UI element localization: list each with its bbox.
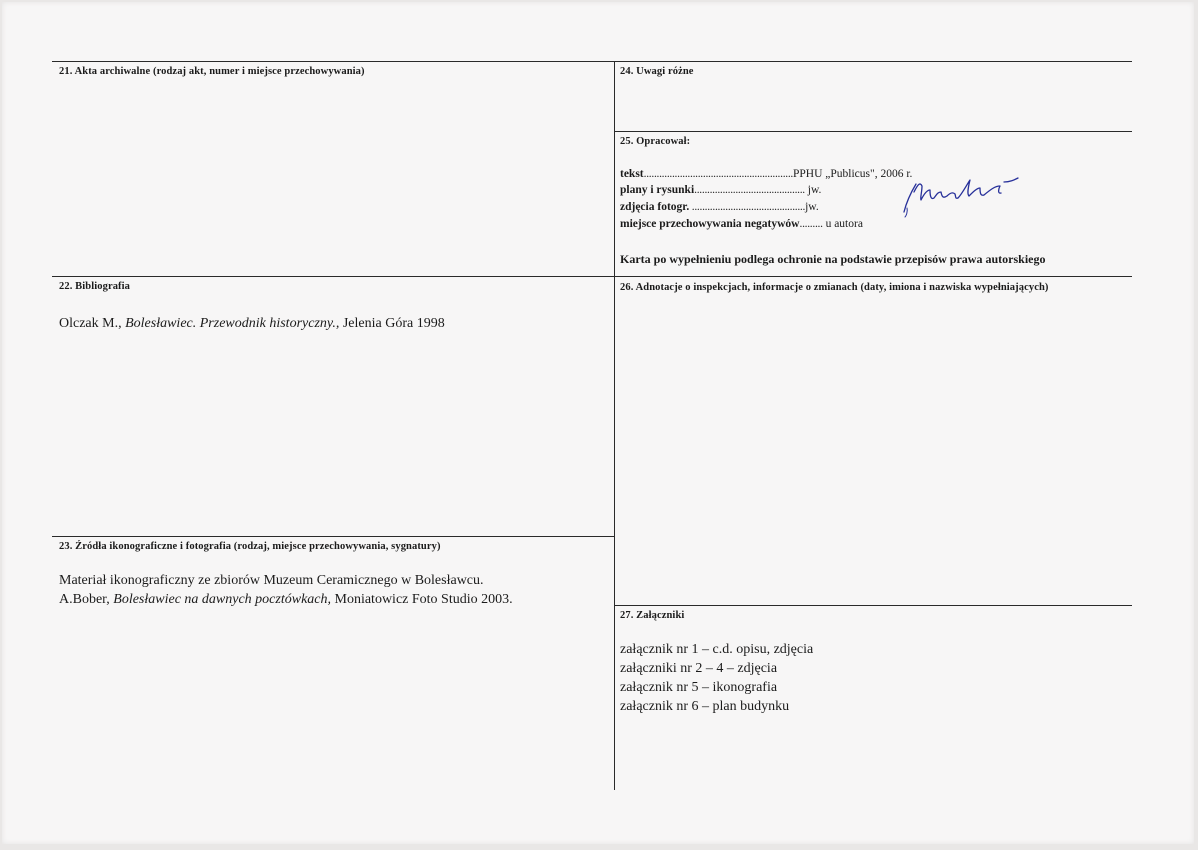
credit-row-photos: zdjęcia fotogr. ............................................jw. xyxy=(620,201,819,213)
list-item: załącznik nr 5 – ikonografia xyxy=(620,680,778,695)
rule-24-25 xyxy=(614,131,1132,132)
record-card xyxy=(2,2,1194,844)
rule-22-23 xyxy=(52,536,614,537)
list-item: załącznik nr 1 – c.d. opisu, zdjęcia xyxy=(620,642,814,657)
top-rule xyxy=(52,61,1132,62)
iconography-author: A.Bober, xyxy=(59,592,114,607)
iconography-line-2 xyxy=(59,590,513,609)
bibliography-publisher: Jelenia Góra 1998 xyxy=(339,316,445,331)
rule-21-22 xyxy=(52,276,1132,277)
attachments-list xyxy=(620,640,813,716)
list-item: załącznik nr 6 – plan budynku xyxy=(620,699,790,714)
bibliography-author: Olczak M., xyxy=(59,316,126,331)
column-divider xyxy=(614,61,615,790)
credit-row-text: tekst..........................................................PPHU „Publicus", 2006 r. xyxy=(620,168,913,180)
list-item: załączniki nr 2 – 4 – zdjęcia xyxy=(620,661,778,676)
iconography-title: Bolesławiec na dawnych pocztówkach, xyxy=(113,592,331,607)
section-22-title: 22. Bibliografia xyxy=(59,281,131,292)
iconography-line-1: Materiał ikonograficzny ze zbiorów Muzeum Ceramicznego w Bolesławcu. xyxy=(59,573,484,588)
section-26-title: 26. Adnotacje o inspekcjach, informacje o zmianach (daty, imiona i nazwiska wypełniających) xyxy=(620,282,1049,293)
section-27-title: 27. Załączniki xyxy=(620,610,685,621)
section-21-title: 21. Akta archiwalne (rodzaj akt, numer i miejsce przechowywania) xyxy=(59,66,365,77)
rule-26-27 xyxy=(614,605,1132,606)
section-23-title: 23. Źródła ikonograficzne i fotografia (rodzaj, miejsce przechowywania, sygnatury) xyxy=(59,541,441,552)
signature xyxy=(900,174,1030,218)
copyright-notice: Karta po wypełnieniu podlega ochronie na podstawie przepisów prawa autorskiego xyxy=(620,252,1046,266)
credit-row-negatives: miejsce przechowywania negatywów......... u autora xyxy=(620,218,863,230)
section-24-title: 24. Uwagi różne xyxy=(620,66,694,77)
section-25-title: 25. Opracował: xyxy=(620,136,691,147)
iconography-publisher: Moniatowicz Foto Studio 2003. xyxy=(331,592,513,607)
credit-row-plans: plany i rysunki........................................... jw. xyxy=(620,184,822,196)
bibliography-entry xyxy=(59,314,445,333)
bibliography-title: Bolesławiec. Przewodnik historyczny., xyxy=(125,316,340,331)
